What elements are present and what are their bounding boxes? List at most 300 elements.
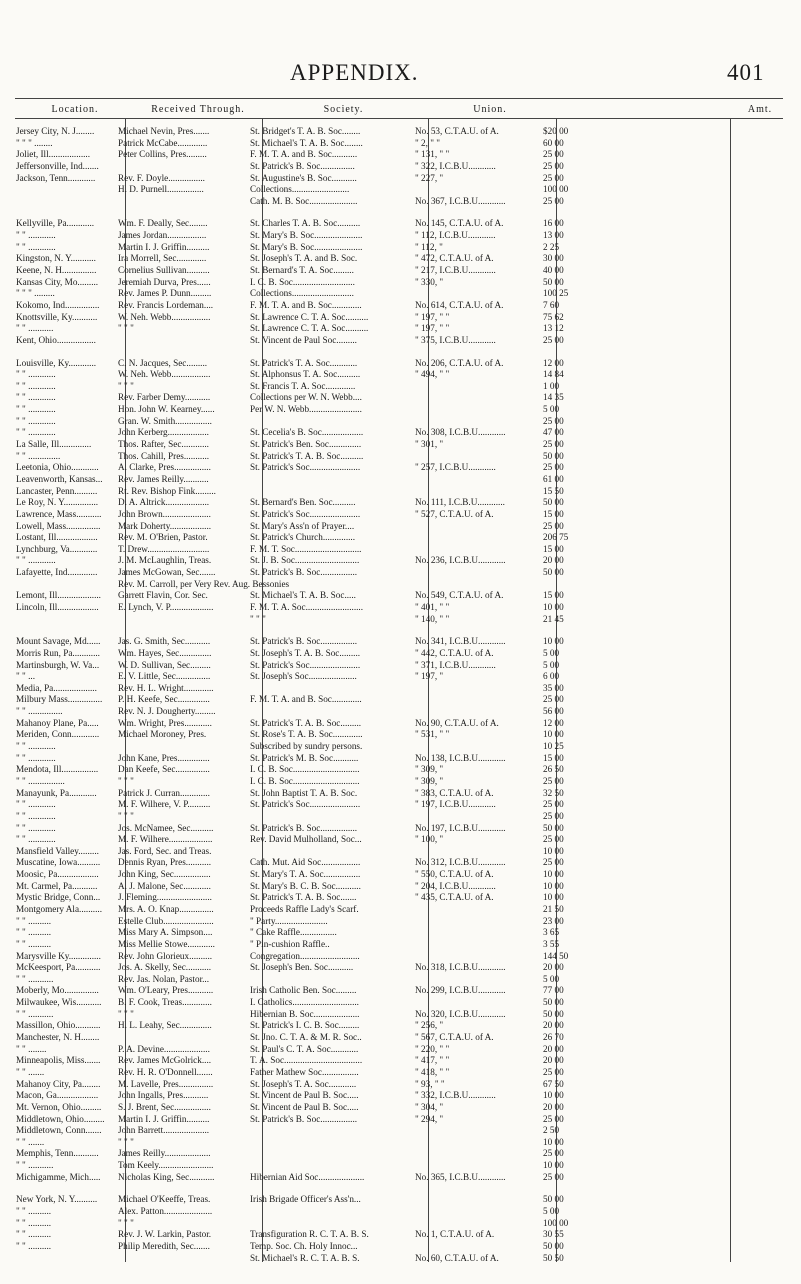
received-cell: Mrs. A. O. Knap...............	[118, 904, 214, 914]
table-row	[0, 335, 801, 347]
amount-cell: 77 00	[543, 985, 564, 996]
amount-cell: 13 00	[543, 230, 564, 241]
society-cell	[250, 683, 405, 695]
union-cell: No. 549, C.T.A.U. of A.	[415, 590, 504, 601]
union-cell: " 304, "	[415, 1101, 444, 1112]
amount-cell: 25 00	[543, 810, 564, 821]
table-row	[0, 1067, 801, 1079]
society-cell: Proceeds Raffle Lady's Scarf.	[250, 904, 359, 914]
received-cell: James Reilly....................	[118, 1148, 211, 1159]
location-cell: Kent, Ohio.................	[16, 334, 96, 345]
society-cell: St. Patrick's T. A. B. Soc.........	[250, 717, 362, 728]
union-cell	[415, 694, 535, 706]
amount-cell: 12 00	[543, 717, 564, 728]
received-cell: John King, Sec................	[118, 869, 211, 880]
table-row	[0, 161, 801, 173]
society-cell: F. M. T. A. Soc.........................	[250, 601, 364, 612]
amount-cell: 7 60	[543, 299, 560, 310]
society-cell: St. Michael's T. A. B. Soc.....	[250, 590, 356, 601]
received-cell: Rev. John Glorieux..........	[118, 950, 213, 961]
society-cell: St. Bernard's Ben. Soc..........	[250, 497, 356, 508]
received-cell: Martin I. J. Griffin..........	[118, 241, 210, 252]
amount-cell: 100 00	[543, 184, 569, 195]
society-cell: St. Michael's R. C. T. A. B. S.	[250, 1252, 360, 1263]
society-cell	[250, 1148, 405, 1160]
union-cell: No. 299, I.C.B.U............	[415, 985, 506, 996]
table-row	[0, 904, 801, 916]
table-row	[0, 242, 801, 254]
received-cell: P. A. Devine....................	[118, 1043, 210, 1054]
society-cell: " Pin-cushion Raffle..	[250, 938, 330, 949]
location-cell: " " ............	[16, 404, 56, 415]
union-cell: " 527, C.T.A.U. of A.	[415, 508, 494, 519]
location-cell: " " ..........	[16, 1229, 52, 1240]
society-cell: Cath. M. B. Soc.....................	[250, 195, 358, 206]
table-row	[0, 173, 801, 185]
amount-cell: 2 25	[543, 241, 560, 252]
union-cell: " 435, C.T.A.U. of A.	[415, 892, 494, 903]
union-cell: " 112, I.C.B.U............	[415, 230, 496, 241]
amount-cell: 10 00	[543, 880, 564, 891]
union-cell: No. 341, I.C.B.U............	[415, 636, 506, 647]
amount-cell: 3 55	[543, 938, 560, 949]
table-row	[0, 590, 801, 602]
table-row	[0, 1137, 801, 1149]
amount-cell: 50 00	[543, 567, 564, 578]
location-cell: " " ...........	[16, 323, 54, 334]
table-row	[0, 974, 801, 986]
society-cell: St. Patrick's T. A. B. Soc.......	[250, 892, 357, 903]
location-cell: " " ..........	[16, 927, 52, 938]
amount-cell: 25 00	[543, 462, 564, 473]
amount-cell: 14 35	[543, 392, 564, 403]
location-cell: Lostant, Ill..................	[16, 532, 98, 543]
table-row	[0, 1055, 801, 1067]
union-cell: " 375, I.C.B.U............	[415, 334, 496, 345]
society-cell: Collections.........................	[250, 184, 350, 195]
union-cell: " 472, C.T.A.U. of A.	[415, 253, 494, 264]
union-cell	[415, 974, 535, 986]
amount-cell: 25 00	[543, 520, 564, 531]
union-cell	[415, 381, 535, 393]
table-row	[0, 694, 801, 706]
location-cell: " " ..........	[16, 1240, 52, 1251]
received-cell: Ira Morrell, Sec.............	[118, 253, 207, 264]
received-cell: E. V. Little, Sec...............	[118, 671, 211, 682]
amount-cell: 30 55	[543, 1229, 564, 1240]
location-cell: Lafayette, Ind.............	[16, 567, 98, 578]
amount-cell: 20 00	[543, 1043, 564, 1054]
table-row	[0, 381, 801, 393]
amount-cell: 26 50	[543, 764, 564, 775]
amount-cell: 10 25	[543, 741, 564, 752]
received-cell: Rev. H. L. Wright.............	[118, 682, 214, 693]
amount-cell: 5 00	[543, 647, 560, 658]
received-cell: " " "	[118, 323, 134, 334]
location-cell: Mt. Carmel, Pa...........	[16, 880, 98, 891]
society-cell	[250, 579, 405, 591]
society-cell: St. Rose's T. A. B. Soc.............	[250, 729, 363, 740]
amount-cell: 14 84	[543, 369, 564, 380]
union-cell: No. 111, I.C.B.U............	[415, 497, 505, 508]
table-row	[0, 1148, 801, 1160]
society-cell: F. M. T. A. and B. Soc.............	[250, 299, 362, 310]
table-row	[0, 951, 801, 963]
amount-cell: 20 00	[543, 555, 564, 566]
received-cell: Peter Collins, Pres.........	[118, 149, 207, 160]
union-cell	[415, 404, 535, 416]
received-cell: Jos. A. Skelly, Sec...........	[118, 962, 212, 973]
society-cell	[250, 706, 405, 718]
table-row	[0, 823, 801, 835]
table-row	[0, 1253, 801, 1265]
amount-cell: 20 00	[543, 1101, 564, 1112]
society-cell: St. Joseph's T. A. and B. Soc.	[250, 253, 358, 264]
amount-cell: 60 00	[543, 137, 564, 148]
union-cell: " 494, " "	[415, 369, 450, 380]
location-cell	[16, 614, 112, 626]
received-cell: Jas. Ford, Sec. and Treas.	[118, 845, 212, 856]
received-cell: Rev. J. W. Larkin, Pastor.	[118, 1229, 212, 1240]
location-cell: Lawrence, Mass...........	[16, 508, 102, 519]
society-cell: Subscribed by sundry persons.	[250, 741, 363, 752]
location-cell: Lynchburg, Va............	[16, 543, 98, 554]
union-cell: " 131, " "	[415, 149, 450, 160]
table-row	[0, 985, 801, 997]
table-row	[0, 532, 801, 544]
received-cell: T. Drew...........................	[118, 543, 210, 554]
received-cell: Rev. M. O'Brien, Pastor.	[118, 532, 208, 543]
society-cell: St. Vincent de Paul B. Soc.....	[250, 1090, 359, 1101]
amount-cell: 25 00	[543, 857, 564, 868]
received-cell: B. F. Cook, Treas.............	[118, 997, 212, 1008]
union-cell: " 309, "	[415, 764, 444, 775]
union-cell: " 227, "	[415, 172, 444, 183]
society-cell: St. Vincent de Paul Soc.........	[250, 334, 357, 345]
table-row	[0, 753, 801, 765]
location-cell: " " .......	[16, 1066, 45, 1077]
society-cell: St. Patrick's B. Soc................	[250, 636, 358, 647]
location-cell: Marysville Ky..............	[16, 950, 101, 961]
entry-group	[0, 218, 801, 346]
society-cell: St. Patrick's B. Soc...............	[250, 160, 355, 171]
amount-cell: 25 00	[543, 160, 564, 171]
location-cell: " " ............	[16, 810, 56, 821]
table-row	[0, 1229, 801, 1241]
entry-group	[0, 636, 801, 1183]
society-cell: St. Lawrence C. T. A. Soc..........	[250, 311, 369, 322]
society-cell: F. M. T. A. and B. Soc.............	[250, 694, 362, 705]
location-cell: " " ............	[16, 369, 56, 380]
location-cell: Kokomo, Ind...............	[16, 299, 100, 310]
union-cell: No. 318, I.C.B.U............	[415, 962, 506, 973]
received-cell: Patrick McCabe.............	[118, 137, 208, 148]
table-row	[0, 300, 801, 312]
society-cell: I. C. B. Soc.............................	[250, 775, 360, 786]
society-cell: I. Catholics.............................	[250, 997, 359, 1008]
location-cell: " " ............	[16, 555, 56, 566]
received-cell: Nicholas King, Sec...........	[118, 1171, 215, 1182]
amount-cell: 1 00	[543, 380, 560, 391]
location-cell: Kellyville, Pa............	[16, 218, 95, 229]
received-cell	[118, 1253, 238, 1265]
union-cell: No. 60, C.T.A.U. of A.	[415, 1252, 499, 1263]
society-cell	[250, 846, 405, 858]
location-cell: McKeesport, Pa...........	[16, 962, 101, 973]
union-cell: " 531, " "	[415, 729, 450, 740]
location-cell	[16, 196, 112, 208]
union-cell	[415, 532, 535, 544]
union-cell	[415, 939, 535, 951]
received-cell: Michael Nevin, Pres.......	[118, 126, 210, 136]
table-row	[0, 846, 801, 858]
received-cell: " " "	[118, 1136, 134, 1147]
amount-cell: 21 45	[543, 613, 564, 624]
table-row	[0, 509, 801, 521]
amount-cell: 25 00	[543, 799, 564, 810]
received-cell: W. D. Sullivan, Sec.........	[118, 659, 211, 670]
location-cell: " " ................	[16, 775, 65, 786]
received-cell: Miss Mary A. Simpson....	[118, 927, 213, 938]
amount-cell: 47 00	[543, 427, 564, 438]
received-cell: Dennis Ryan, Pres...........	[118, 857, 212, 868]
society-cell: Temp. Soc. Ch. Holy Innoc...	[250, 1240, 358, 1251]
union-cell: " 322, I.C.B.U............	[415, 160, 496, 171]
column-header-union: Union.	[473, 104, 507, 115]
amount-cell: 10 00	[543, 601, 564, 612]
location-cell: " " ............	[16, 822, 56, 833]
society-cell	[250, 1125, 405, 1137]
location-cell: Jackson, Tenn............	[16, 172, 96, 183]
society-cell: St. Charles T. A. B. Soc..........	[250, 218, 361, 229]
union-cell	[415, 521, 535, 533]
union-cell: No. 308, I.C.B.U............	[415, 427, 506, 438]
society-cell	[250, 974, 405, 986]
society-cell: St. Patrick's Soc......................	[250, 659, 361, 670]
table-row	[0, 486, 801, 498]
amount-cell: 15 00	[543, 543, 564, 554]
received-cell: John Barrett....................	[118, 1125, 210, 1136]
amount-cell	[543, 579, 589, 591]
amount-cell: 50 00	[543, 997, 564, 1008]
table-row	[0, 1020, 801, 1032]
union-cell: " 204, I.C.B.U............	[415, 880, 496, 891]
society-cell	[250, 811, 405, 823]
society-cell: St. Joseph's Soc.....................	[250, 671, 357, 682]
amount-cell: 16 00	[543, 218, 564, 229]
location-cell: Minneapolis, Miss.......	[16, 1055, 101, 1066]
amount-cell: 5 00	[543, 1206, 560, 1217]
society-cell: St. Patrick's Soc......................	[250, 462, 361, 473]
received-cell: Thos. Rafter, Sec............	[118, 439, 209, 450]
location-cell: Morris Run, Pa............	[16, 647, 100, 658]
received-cell: A. J. Malone, Sec............	[118, 880, 211, 891]
society-cell: St. Bridget's T. A. B. Soc........	[250, 126, 361, 136]
amount-cell: 20 00	[543, 1020, 564, 1031]
table-row	[0, 184, 801, 196]
society-cell: St. Joseph's Ben. Soc...........	[250, 962, 354, 973]
location-cell: Mahanoy Plane, Pa.....	[16, 717, 99, 728]
table-row	[0, 776, 801, 788]
society-cell: " Cake Raffle................	[250, 927, 337, 938]
amount-cell: 10 00	[543, 1136, 564, 1147]
location-cell: Mt. Vernon, Ohio.........	[16, 1101, 102, 1112]
society-cell: St. John Baptist T. A. B. Soc.	[250, 787, 358, 798]
table-row	[0, 997, 801, 1009]
amount-cell: 50 00	[543, 1008, 564, 1019]
received-cell: Michael O'Keeffe, Treas.	[118, 1194, 211, 1205]
union-cell	[415, 544, 535, 556]
received-cell: Michael Moroney, Pres.	[118, 729, 207, 740]
amount-cell: 50 00	[543, 1194, 564, 1205]
received-cell: Rt. Rev. Bishop Fink.........	[118, 485, 216, 496]
received-cell: J. Fleming........................	[118, 892, 212, 903]
location-cell: Mendota, Ill................	[16, 764, 99, 775]
received-cell: " " "	[118, 1008, 134, 1019]
union-cell: " 332, I.C.B.U............	[415, 1090, 496, 1101]
received-cell	[118, 614, 238, 626]
page-title: APPENDIX.	[290, 60, 419, 85]
society-cell	[250, 486, 405, 498]
amount-cell: 12 00	[543, 357, 564, 368]
table-row	[0, 1218, 801, 1230]
location-cell: " " ........	[16, 1043, 47, 1054]
table-row	[0, 706, 801, 718]
society-cell: St. Michael's T. A. B. Soc........	[250, 137, 363, 148]
location-cell: La Salle, Ill..............	[16, 439, 92, 450]
location-cell: Milbury Mass...............	[16, 694, 103, 705]
location-cell: Lincoln, Ill..................	[16, 601, 99, 612]
location-cell: Leavenworth, Kansas...	[16, 473, 103, 484]
union-cell	[415, 811, 535, 823]
amount-cell: 100 00	[543, 1217, 569, 1228]
received-cell: M. Lavelle, Pres...............	[118, 1078, 214, 1089]
location-cell: " " ..........	[16, 938, 52, 949]
received-cell: Jeremiah Durva, Pres......	[118, 276, 211, 287]
table-row	[0, 881, 801, 893]
location-cell: Memphis, Tenn...........	[16, 1148, 99, 1159]
amount-cell: 25 00	[543, 834, 564, 845]
table-row	[0, 602, 801, 614]
society-cell: Per W. N. Webb.......................	[250, 404, 362, 415]
union-cell: " 197, I.C.B.U............	[415, 799, 496, 810]
received-cell: M. F. Wilhere...................	[118, 834, 213, 845]
union-cell: " 301, "	[415, 439, 444, 450]
amount-cell: 21 50	[543, 904, 564, 914]
union-cell: " 550, C.T.A.U. of A.	[415, 869, 494, 880]
society-cell: St. Patrick's Soc......................	[250, 799, 361, 810]
union-cell: " 371, I.C.B.U............	[415, 659, 496, 670]
amount-cell: 30 00	[543, 253, 564, 264]
society-cell: St. Lawrence C. T. A. Soc..........	[250, 323, 369, 334]
amount-cell: 26 70	[543, 1032, 564, 1043]
column-header-society: Society.	[323, 104, 364, 115]
amount-cell: 32 50	[543, 787, 564, 798]
amount-cell: 10 00	[543, 1090, 564, 1101]
union-cell: " 567, C.T.A.U. of A.	[415, 1032, 494, 1043]
union-cell	[415, 416, 535, 428]
union-cell	[415, 392, 535, 404]
received-cell: Patrick J. Curran.............	[118, 787, 210, 798]
received-cell: John Brown.....................	[118, 508, 211, 519]
table-row	[0, 718, 801, 730]
society-cell: St. Cecelia's B. Soc..................	[250, 427, 364, 438]
received-cell: John Kerberg..................	[118, 427, 209, 438]
amount-cell: 25 00	[543, 415, 564, 426]
union-cell: No. 320, I.C.B.U............	[415, 1008, 506, 1019]
amount-cell: 5 00	[543, 973, 560, 984]
society-cell: St. Patrick's B. Soc................	[250, 1113, 358, 1124]
union-cell: " 197, " "	[415, 323, 450, 334]
society-cell	[250, 1218, 405, 1230]
received-cell: E. Lynch, V. P...................	[118, 601, 214, 612]
union-cell	[415, 1218, 535, 1230]
amount-cell: 40 00	[543, 265, 564, 276]
received-cell: Wm. O'Leary, Pres...........	[118, 985, 214, 996]
table-row	[0, 1009, 801, 1021]
amount-cell: 50 00	[543, 450, 564, 461]
amount-cell: 35 00	[543, 682, 564, 693]
table-row	[0, 312, 801, 324]
received-cell: " " "	[118, 775, 134, 786]
amount-cell: 15 50	[543, 485, 564, 496]
society-cell: St. Patrick's Ben. Soc..............	[250, 439, 362, 450]
amount-cell: 6 00	[543, 671, 560, 682]
society-cell: St. Patrick's M. B. Soc...........	[250, 752, 359, 763]
union-cell: No. 312, I.C.B.U............	[415, 857, 506, 868]
location-cell: " " ............	[16, 427, 56, 438]
column-header-received: Received Through.	[151, 104, 245, 115]
location-cell: Mansfield Valley.........	[16, 845, 99, 856]
location-cell: Milwaukee, Wis...........	[16, 997, 102, 1008]
table-row	[0, 892, 801, 904]
table-row	[0, 869, 801, 881]
table-row	[0, 253, 801, 265]
location-cell: Montgomery Ala..........	[16, 904, 102, 914]
table-row	[0, 636, 801, 648]
society-cell: St. Patrick's T. A. Soc............	[250, 357, 358, 368]
location-cell: " " ............	[16, 834, 56, 845]
received-cell: Estelle Club......................	[118, 915, 214, 926]
location-cell: Middletown, Conn.......	[16, 1125, 102, 1136]
received-cell: Dan Keefe, Sec...............	[118, 764, 210, 775]
table-row	[0, 369, 801, 381]
union-cell	[415, 579, 535, 591]
amount-cell: 56 00	[543, 706, 564, 717]
location-cell: Martinsburgh, W. Va...	[16, 659, 100, 670]
received-cell: M. F. Wilhere, V. P..........	[118, 799, 211, 810]
union-cell: " 220, " "	[415, 1043, 450, 1054]
location-cell: " " ..............	[16, 450, 61, 461]
amount-cell: 144 50	[543, 950, 569, 961]
table-row	[0, 927, 801, 939]
location-cell: " " ...........	[16, 1160, 54, 1171]
received-cell: Mark Doherty..................	[118, 520, 212, 531]
received-cell: Rev. Farber Demy...........	[118, 392, 211, 403]
society-cell: Cath. Mut. Aid Soc.................	[250, 857, 361, 868]
table-row	[0, 1044, 801, 1056]
table-row	[0, 497, 801, 509]
location-cell: New York, N. Y..........	[16, 1194, 98, 1205]
location-cell: Michigamme, Mich.....	[16, 1171, 101, 1182]
location-cell: " " ............	[16, 741, 56, 752]
table-row	[0, 1079, 801, 1091]
column-header-amount: Amt.	[747, 104, 773, 115]
union-cell: No. 614, C.T.A.U. of A.	[415, 299, 504, 310]
received-cell: Wm. Hayes, Sec..............	[118, 647, 212, 658]
table-row	[0, 126, 801, 138]
table-row	[0, 138, 801, 150]
